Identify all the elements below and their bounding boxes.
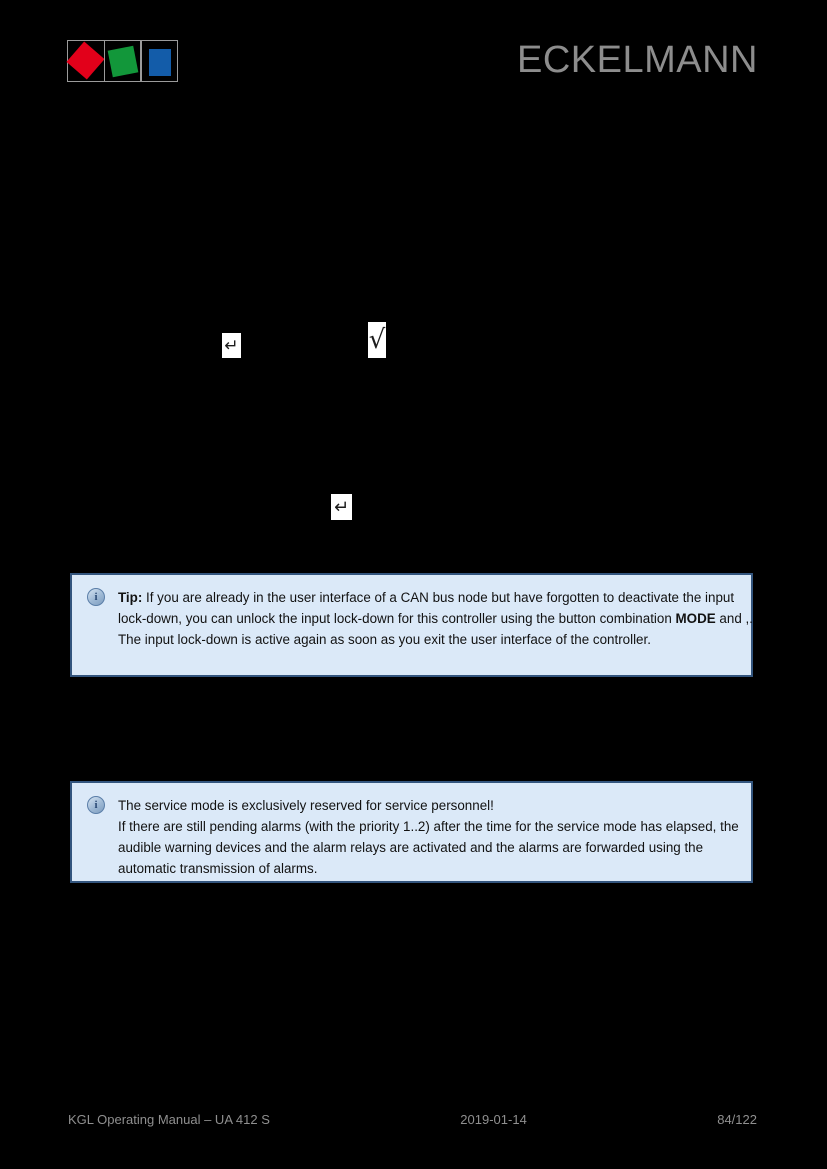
logo-blue-square-icon: [149, 49, 171, 76]
tip-text-part2: and ,. The input lock-down is active again as soon as you exit the user interface of the controller.: [118, 611, 753, 647]
info-icon: i: [87, 796, 105, 814]
service-text-line1: The service mode is exclusively reserved for service personnel!: [118, 798, 494, 813]
enter-key-icon: ↵: [331, 494, 352, 520]
mode-button-label: MODE: [675, 611, 716, 626]
brand-wordmark: ECKELMANN: [517, 39, 758, 81]
tip-note-box: [70, 573, 753, 677]
page-footer: [68, 1112, 757, 1128]
logo-cell-blue: [140, 40, 178, 82]
service-text-line2: If there are still pending alarms (with the priority 1..2) after the time for the service mode has elapsed, the audible warning devices and the alarm relays are activated and the alarms are forwarded using the automatic transmission of alarms.: [118, 819, 739, 876]
info-icon: i: [87, 588, 105, 606]
tip-label: Tip:: [118, 590, 143, 605]
service-note-text: [118, 795, 754, 879]
service-note-box: [70, 781, 753, 883]
logo-green-square-icon: [107, 46, 138, 77]
footer-page-number: 84/122: [717, 1112, 757, 1127]
tip-note-text: [118, 587, 754, 650]
footer-date: 2019-01-14: [460, 1112, 527, 1127]
tip-text-part1: If you are already in the user interface of a CAN bus node but have forgotten to deactivate the input lock-down, you can unlock the input lock-down for this controller using the button combination: [118, 590, 735, 626]
logo-red-square-icon: [66, 41, 104, 79]
logo-cell-green: [104, 40, 142, 82]
logo-cell-red: [67, 40, 105, 82]
eckelmann-logo: [67, 40, 177, 82]
enter-key-icon: ↵: [222, 333, 241, 358]
checkmark-icon: √: [368, 322, 386, 358]
footer-document-title: KGL Operating Manual – UA 412 S: [68, 1112, 270, 1127]
